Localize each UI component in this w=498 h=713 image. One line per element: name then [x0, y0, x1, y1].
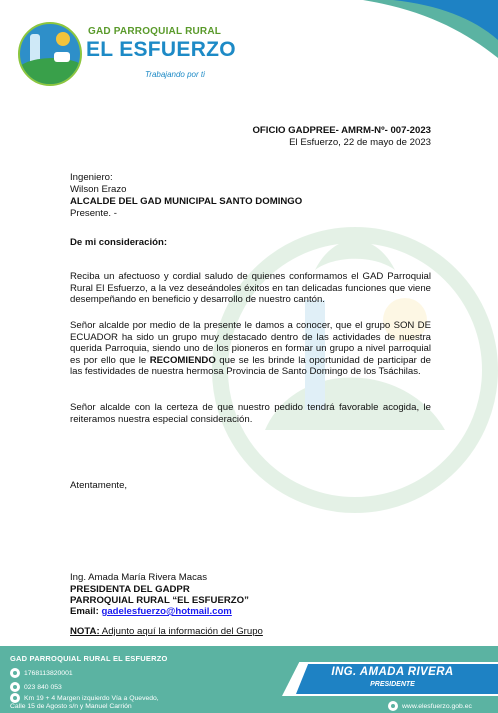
- note-label: NOTA:: [70, 626, 100, 637]
- header-swoosh: [323, 0, 498, 70]
- paragraph-1: Reciba un afectuoso y cordial saludo de quienes conformamos el GAD Parroquial Rural El Esfuerzo, a la vez deseándoles éxitos en tan delicadas funciones que viene desempeñando en beneficio y desarrollo de nuestro cantón.: [70, 271, 431, 306]
- logo-line1: GAD PARROQUIAL RURAL: [88, 26, 222, 37]
- footer-address-row: [10, 693, 159, 710]
- logo-emblem-icon: [18, 22, 82, 86]
- paragraph-2-text-b: que se les brinde la oportunidad de participar de las festividades de nuestra hermosa Provincia de Santo Domingo de los Tsáchilas.: [70, 354, 431, 378]
- id-icon: [10, 668, 20, 678]
- footer-address-line1: Km 19 + 4 Margen izquierdo Vía a Quevedo,: [24, 694, 159, 702]
- footer-ruc-row: [10, 668, 73, 678]
- footer-phone: 023 840 053: [24, 683, 62, 691]
- footer-phone-row: [10, 682, 62, 692]
- footer-president-name: ING. AMADA RIVERA: [331, 666, 454, 678]
- logo-line2: EL ESFUERZO: [86, 38, 236, 61]
- footer-president-role: PRESIDENTE: [370, 681, 415, 688]
- signer-role-2: PARROQUIAL RURAL “EL ESFUERZO”: [70, 595, 249, 606]
- paragraph-2: [70, 320, 431, 378]
- logo-tagline: Trabajando por ti: [145, 70, 205, 79]
- office-number: OFICIO GADPREE- AMRM-Nº- 007-2023: [252, 125, 431, 136]
- signer-name: Ing. Amada María Rivera Macas: [70, 572, 208, 583]
- date-line: El Esfuerzo, 22 de mayo de 2023: [289, 137, 431, 148]
- paragraph-3: Señor alcalde con la certeza de que nuestro pedido tendrá favorable acogida, le reiteramos nuestra especial consideración.: [70, 402, 431, 425]
- phone-icon: [10, 682, 20, 692]
- signer-role-1: PRESIDENTA DEL GADPR: [70, 584, 190, 595]
- globe-icon: [388, 701, 398, 711]
- recipient-name: Wilson Erazo: [70, 184, 127, 195]
- page-footer: [0, 646, 498, 713]
- footer-website-row: [388, 701, 472, 711]
- organization-logo: [18, 22, 236, 92]
- salutation: De mi consideración:: [70, 237, 168, 248]
- recipient-presente: Presente. -: [70, 208, 117, 219]
- paragraph-2-text-a: Señor alcalde por medio de la presente le damos a conocer, que el grupo SON DE ECUADOR ha sido un grupo muy destacado dentro de las actividades de nuestra querida Parroquia, siendo uno de los pioneros en formar un grupo a nivel parroquial es por ello que le: [70, 320, 431, 366]
- closing: Atentamente,: [70, 480, 128, 491]
- note-text: Adjunto aquí la información del Grupo: [99, 626, 263, 637]
- location-icon: [10, 693, 20, 703]
- email-label: Email:: [70, 606, 99, 617]
- footer-website[interactable]: www.elesfuerzo.gob.ec: [402, 702, 472, 710]
- recipient-title: Ingeniero:: [70, 172, 113, 183]
- recipient-position: ALCALDE DEL GAD MUNICIPAL SANTO DOMINGO: [70, 196, 303, 207]
- footer-ruc: 1768113820001: [24, 669, 73, 677]
- footer-address-line2: Calle 15 de Agosto s/n y Manuel Carrión: [10, 703, 132, 710]
- email-line: [70, 606, 232, 618]
- footer-title: GAD PARROQUIAL RURAL EL ESFUERZO: [10, 654, 168, 663]
- email-link[interactable]: gadelesfuerzo@hotmail.com: [101, 606, 232, 617]
- note-line: [70, 626, 263, 638]
- paragraph-2-emphasis: RECOMIENDO: [149, 354, 216, 366]
